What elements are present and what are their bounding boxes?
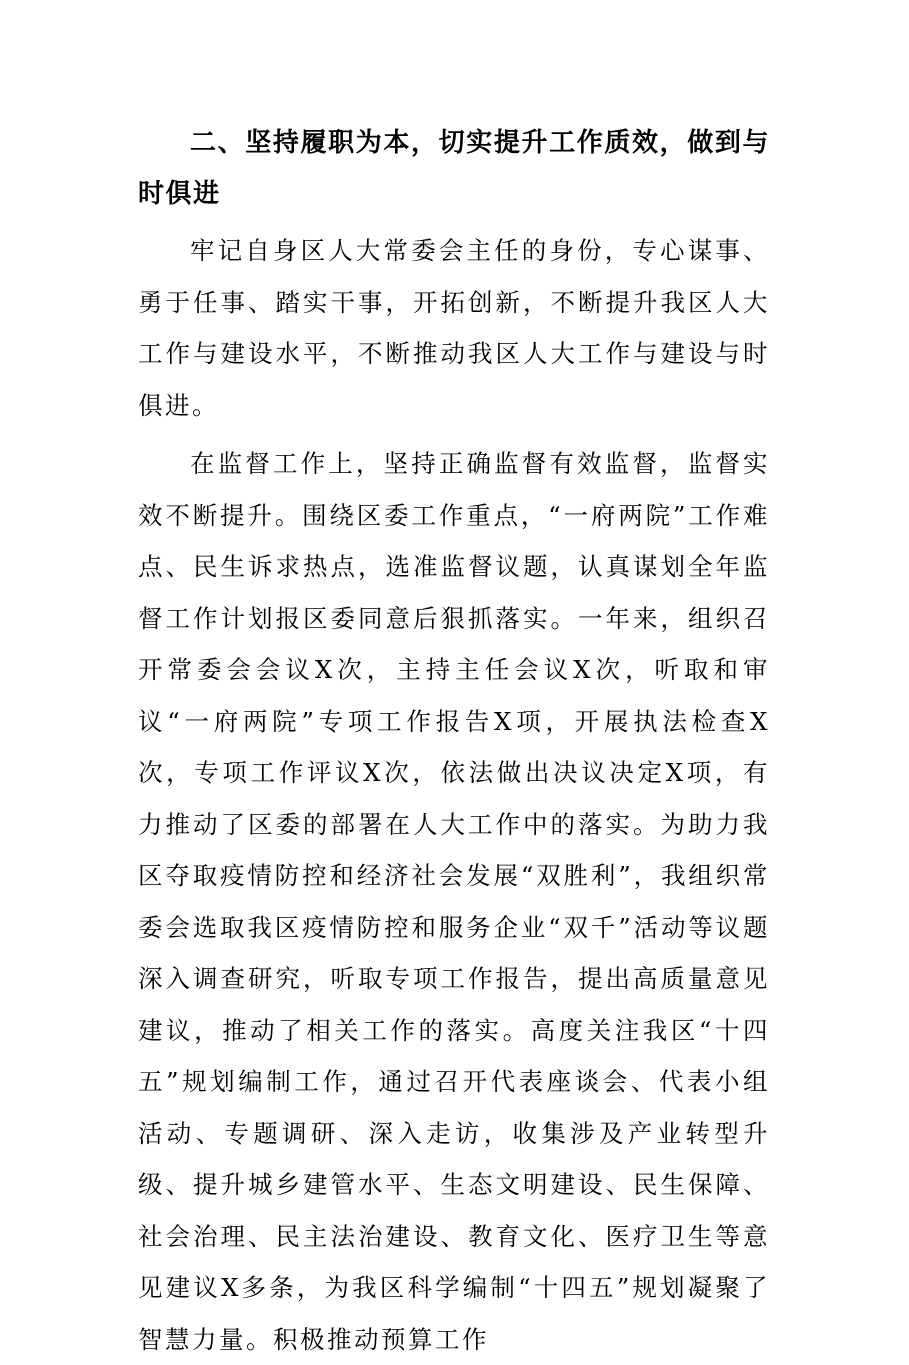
section-heading: 二、坚持履职为本，切实提升工作质效，做到与时俱进: [138, 128, 770, 209]
document-body: [138, 118, 770, 1365]
paragraph-intro: 牢记自身区人大常委会主任的身份，专心谋事、勇于任事、踏实干事，开拓创新，不断提升我区人大工作与建设水平，不断推动我区人大工作与建设与时俱进。: [138, 236, 770, 420]
paragraph-supervision: 在监督工作上，坚持正确监督有效监督，监督实效不断提升。围绕区委工作重点，“一府两院”工作难点、民生诉求热点，选准监督议题，认真谋划全年监督工作计划报区委同意后狠抓落实。一年来，组织召开常委会会议X次，主持主任会议X次，听取和审议“一府两院”专项工作报告X项，开展执法检查X次，专项工作评议X次，依法做出决议决定X项，有力推动了区委的部署在人大工作中的落实。为助力我区夺取疫情防控和经济社会发展“双胜利”，我组织常委会选取我区疫情防控和服务企业“双千”活动等议题深入调查研究，听取专项工作报告，提出高质量意见建议，推动了相关工作的落实。高度关注我区“十四五”规划编制工作，通过召开代表座谈会、代表小组活动、专题调研、深入走访，收集涉及产业转型升级、提升城乡建管水平、生态文明建设、民生保障、社会治理、民主法治建设、教育文化、医疗卫生等意见建议X多条，为我区科学编制“十四五”规划凝聚了智慧力量。积极推动预算工作: [138, 449, 770, 1354]
